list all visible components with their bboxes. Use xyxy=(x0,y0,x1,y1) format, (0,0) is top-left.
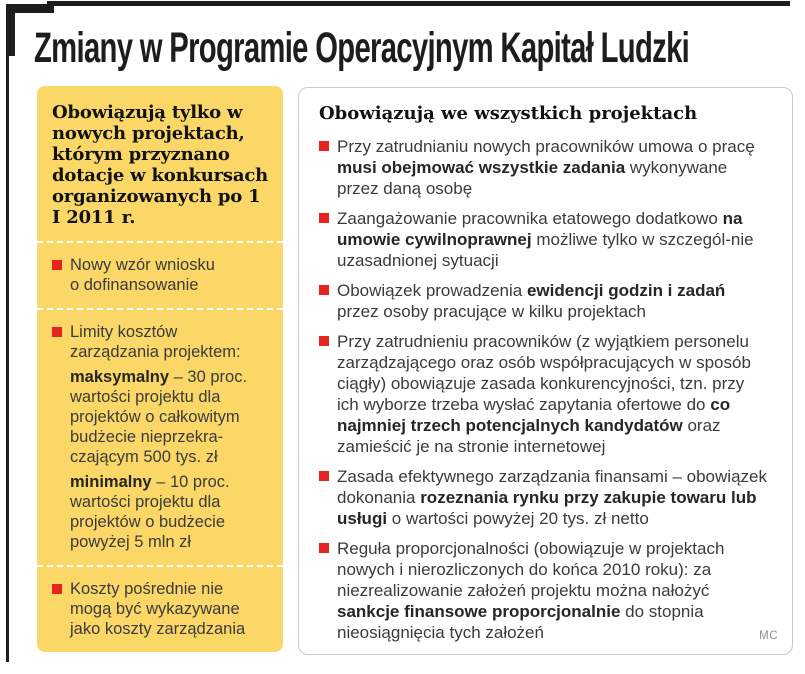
bullet-square-icon xyxy=(319,543,329,553)
list-item-text: Zaangażowanie pracownika etatowego dodatkowo na umowie cywilnoprawnej możliwe tylko w szczegól-nie uzasadnionej sytuacji xyxy=(337,209,754,270)
list-item xyxy=(52,255,268,295)
list-item-text: Obowiązek prowadzenia ewidencji godzin i zadań przez osoby pracujące w kilku projektach xyxy=(337,281,726,321)
list-item-text: Koszty pośrednie nie mogą być wykazywane jako koszty zarządzania xyxy=(70,580,246,638)
frame-top-rule xyxy=(47,1,790,6)
list-item xyxy=(319,280,768,322)
list-item-text: Limity kosztów zarządzania projektem: xyxy=(70,323,241,361)
frame-corner-vertical xyxy=(6,4,15,56)
list-item-text: Przy zatrudnieniu pracowników (z wyjątkiem personelu zarządzającego oraz osób współpracujących w sposób ciągły) obowiązuje zasada konkurencyjności, tzn. przy ich wyborze trzeba wysłać zapytania ofertowe do co najmniej trzech potencjalnych kandydatów oraz zamieścić je na stronie internetowej xyxy=(337,332,751,456)
bullet-square-icon xyxy=(52,327,62,337)
bullet-square-icon xyxy=(319,141,329,151)
list-item xyxy=(319,136,768,199)
bullet-square-icon xyxy=(319,336,329,346)
list-item-subtext: maksymalny – 30 proc. wartości projektu dla projektów o całkowitym budżecie nieprzekra-czającym 500 tys. zł xyxy=(70,368,248,466)
list-item xyxy=(319,208,768,271)
right-panel-heading: Obowiązują we wszystkich projektach xyxy=(319,103,698,124)
list-item-text: Reguła proporcjonalności (obowiązuje w projektach nowych i nierozliczonych do końca 2010 roku): za niezrealizowanie założeń projektu można nałożyć sankcje finansowe proporcjonalnie do stopnia nieosiągnięcia tych założeń xyxy=(337,539,725,642)
bullet-square-icon xyxy=(319,471,329,481)
list-item xyxy=(52,579,268,639)
dashed-divider xyxy=(37,565,283,567)
left-panel-heading: Obowiązują tylko w nowych projektach, którym przyznano dotacje w konkursach organizowanych po 1 I 2011 r. xyxy=(52,102,268,228)
dashed-divider xyxy=(37,308,283,310)
author-credit: MC xyxy=(759,630,778,642)
list-item-subtext: minimalny – 10 proc. wartości projektu dla projektów o budżecie powyżej 5 mln zł xyxy=(70,473,230,551)
right-panel xyxy=(298,87,793,655)
frame-left-rule xyxy=(6,56,9,662)
list-item xyxy=(319,331,768,457)
bullet-square-icon xyxy=(52,260,62,270)
left-panel xyxy=(37,86,283,652)
list-item xyxy=(319,466,768,529)
list-item-text: Przy zatrudnianiu nowych pracowników umowa o pracę musi obejmować wszystkie zadania wykonywane przez daną osobę xyxy=(337,137,755,198)
list-item xyxy=(319,538,768,643)
page-title: Zmiany w Programie Operacyjnym Kapitał Ludzki xyxy=(34,24,690,72)
bullet-square-icon xyxy=(319,285,329,295)
dashed-divider xyxy=(37,241,283,243)
list-item-text: Zasada efektywnego zarządzania finansami – obowiązek dokonania rozeznania rynku przy zakupie towaru lub usługi o wartości powyżej 20 tys. zł netto xyxy=(337,467,767,528)
bullet-square-icon xyxy=(319,213,329,223)
list-item-text: Nowy wzór wniosku o dofinansowanie xyxy=(70,256,215,294)
bullet-square-icon xyxy=(52,584,62,594)
list-item xyxy=(52,322,268,362)
